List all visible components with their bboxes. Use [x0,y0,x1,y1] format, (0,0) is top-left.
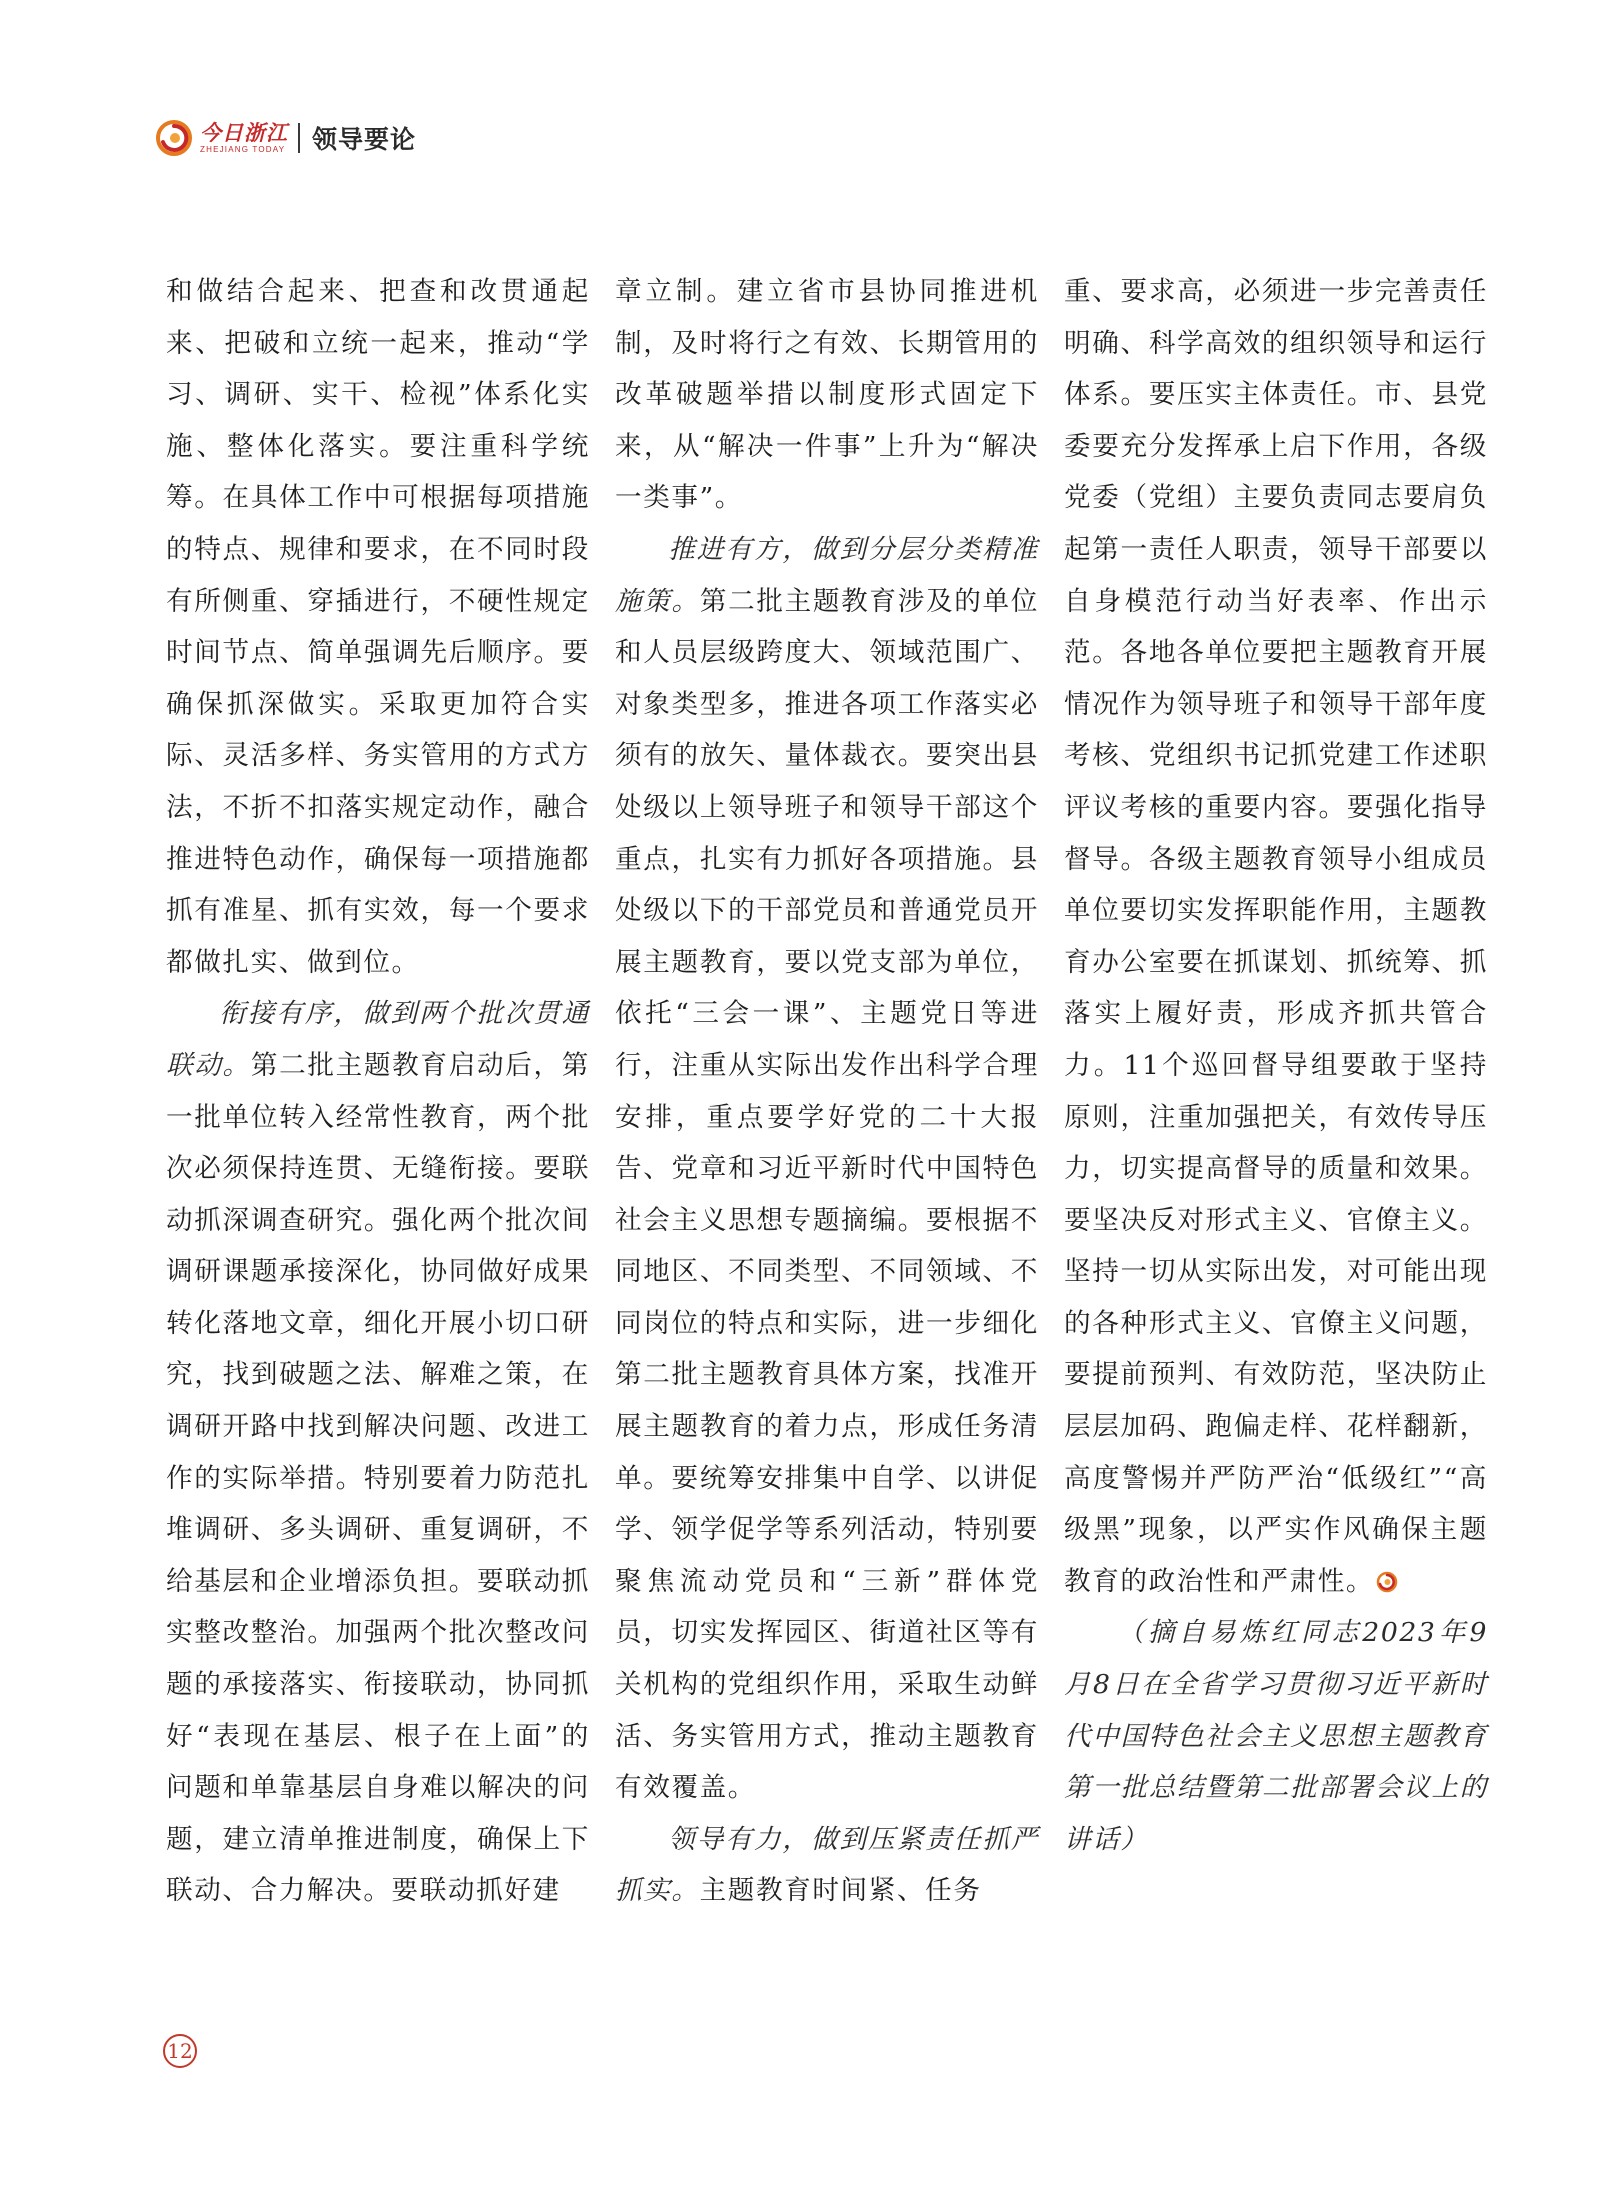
logo-english-name: ZHEJIANG TODAY [200,145,286,154]
section-title: 领导要论 [312,125,417,154]
column-3 [1064,266,1488,1917]
logo-chinese-name: 今日浙江 [200,120,288,145]
swirl-end-mark-icon [1376,1571,1398,1593]
column-1 [166,266,590,1917]
paragraph-text: 第二批主题教育涉及的单位和人员层级跨度大、领域范围广、对象类型多，推进各项工作落实必须有的放矢、量体裁衣。要突出县处级以上领导班子和领导干部这个重点，扎实有力抓好各项措施。县处级以下的干部党员和普通党员开展主题教育，要以党支部为单位，依托“三会一课”、主题党日等进行，注重从实际出发作出科学合理安排，重点要学好党的二十大报告、党章和习近平新时代中国特色社会主义思想专题摘编。要根据不同地区、不同类型、不同领域、不同岗位的特点和实际，进一步细化第二批主题教育具体方案，找准开展主题教育的着力点，形成任务清单。要统筹安排集中自学、以讲促学、领学促学等系列活动，特别要聚焦流动党员和“三新”群体党员，切实发挥园区、街道社区等有关机构的党组织作用，采取生动鲜活、务实管用方式，推动主题教育有效覆盖。 [615,585,1039,1804]
header-divider [298,123,300,153]
paragraph [615,266,1039,524]
article-body [166,266,1488,1917]
paragraph [615,1814,1039,1917]
paragraph-text: 章立制。建立省市县协同推进机制，及时将行之有效、长期管用的改革破题举措以制度形式固定下来，从“解决一件事”上升为“解决一类事”。 [615,276,1039,514]
paragraph [1064,266,1488,1607]
column-2 [615,266,1039,1917]
paragraph [615,524,1039,1814]
swirl-logo-icon [156,120,192,156]
paragraph-text: 重、要求高，必须进一步完善责任明确、科学高效的组织领导和运行体系。要压实主体责任。市、县党委要充分发挥承上启下作用，各级党委（党组）主要负责同志要肩负起第一责任人职责，领导干部要以自身模范行动当好表率、作出示范。各地各单位要把主题教育开展情况作为领导班子和领导干部年度考核、党组织书记抓党建工作述职评议考核的重要内容。要强化指导督导。各级主题教育领导小组成员单位要切实发挥职能作用，主题教育办公室要在抓谋划、抓统筹、抓落实上履好责，形成齐抓共管合力。11个巡回督导组要敢于坚持原则，注重加强把关，有效传导压力，切实提高督导的质量和效果。要坚决反对形式主义、官僚主义。坚持一切从实际出发，对可能出现的各种形式主义、官僚主义问题，要提前预判、有效防范，坚决防止层层加码、跑偏走样、花样翻新，高度警惕并严防严治“低级红”“高级黑”现象，以严实作风确保主题教育的政治性和严肃性。 [1064,276,1488,1597]
paragraph [166,988,590,1917]
page-header [156,112,416,164]
paragraph-lead: 领导有力，做到压紧责任抓严抓实。 [615,1823,1039,1907]
paragraph-text: 第二批主题教育启动后，第一批单位转入经常性教育，两个批次必须保持连贯、无缝衔接。要联动抓深调查研究。强化两个批次间调研课题承接深化，协同做好成果转化落地文章，细化开展小切口研究，找到破题之法、解难之策，在调研开路中找到解决问题、改进工作的实际举措。特别要着力防范扎堆调研、多头调研、重复调研，不给基层和企业增添负担。要联动抓实整改整治。加强两个批次整改问题的承接落实、衔接联动，协同抓好“表现在基层、根子在上面”的问题和单靠基层自身难以解决的问题，建立清单推进制度，确保上下联动、合力解决。要联动抓好建 [166,1049,590,1907]
paragraph [166,266,590,988]
paragraph-text: 和做结合起来、把查和改贯通起来、把破和立统一起来，推动“学习、调研、实干、检视”体系化实施、整体化落实。要注重科学统筹。在具体工作中可根据每项措施的特点、规律和要求，在不同时段有所侧重、穿插进行，不硬性规定时间节点、简单强调先后顺序。要确保抓深做实。采取更加符合实际、灵活多样、务实管用的方式方法，不折不扣落实规定动作，融合推进特色动作，确保每一项措施都抓有准星、抓有实效，每一个要求都做扎实、做到位。 [166,276,590,978]
paragraph-text: 主题教育时间紧、任务 [699,1875,982,1907]
paragraph-lead: 衔接有序，做到两个批次贯通联动。 [166,998,590,1081]
publication-logo [156,120,288,156]
page-number: 12 [163,2034,197,2068]
paragraph-lead: 推进有方，做到分层分类精准施策。 [615,533,1039,617]
source-note: （摘自易炼红同志2023年9月8日在全省学习贯彻习近平新时代中国特色社会主义思想主题教育第一批总结暨第二批部署会议上的讲话） [1064,1617,1488,1855]
